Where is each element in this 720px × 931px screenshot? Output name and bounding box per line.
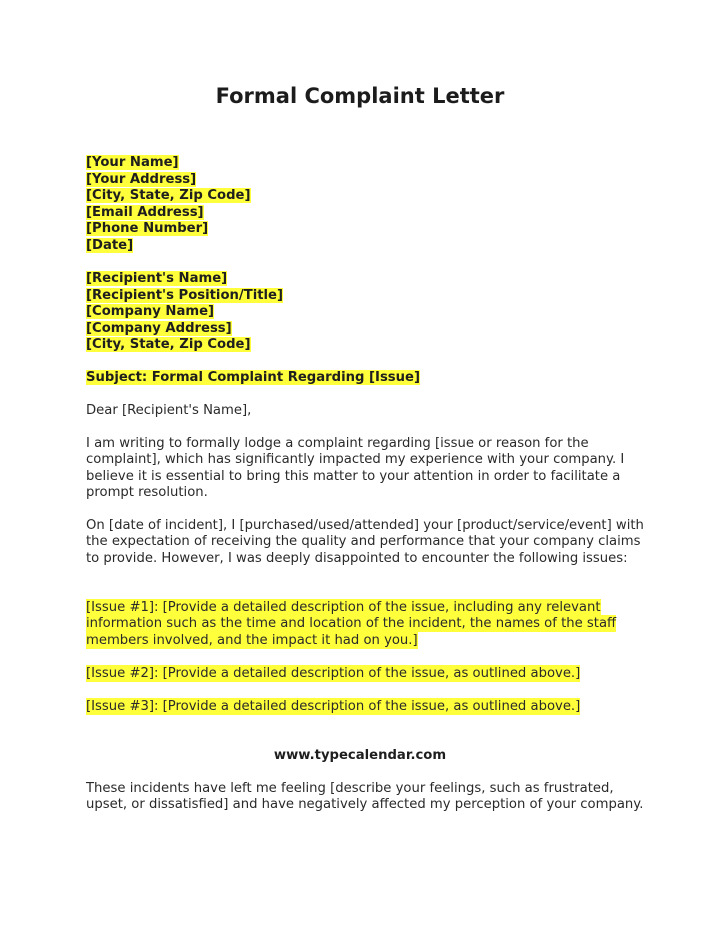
issue-1 [86,600,646,649]
sender-block [86,155,251,254]
body-paragraph-2: On [date of incident], I [purchased/used/attended] your [product/service/event] with the expectation of receiving the quality and performance that your company claims to provide. However, I was deeply disappointed to encounter the following issues: [86,518,644,566]
sender-city-state-zip: [City, State, Zip Code] [86,188,251,203]
subject-line [86,370,420,387]
issue-3-text: [Issue #3]: [Provide a detailed description of the issue, as outlined above.] [86,699,581,714]
issue-1-text: [Issue #1]: [Provide a detailed description of the issue, including any relevant information such as the time and location of the incident, the names of the staff members involved, and the impact it had on you.] [86,600,617,648]
recipient-block [86,271,283,354]
recipient-company: [Company Name] [86,304,215,319]
issue-3 [86,699,646,715]
sender-name: [Your Name] [86,155,179,170]
issue-2 [86,666,646,682]
body-paragraph-1: I am writing to formally lodge a complaint regarding [issue or reason for the complaint], which has significantly impacted my experience with your company. I believe it is essential to bring this matter to your attention in order to facilitate a prompt resolution. [86,436,625,501]
website-watermark: www.typecalendar.com [273,748,447,763]
document-title: Formal Complaint Letter [215,84,505,108]
sender-address: [Your Address] [86,171,197,187]
letter-date: [Date] [86,237,134,253]
subject-text: Subject: Formal Complaint Regarding [Issue] [86,370,421,385]
recipient-company-address: [Company Address] [86,320,232,336]
recipient-city-state-zip: [City, State, Zip Code] [86,337,251,352]
issue-2-text: [Issue #2]: [Provide a detailed description of the issue, as outlined above.] [86,666,581,681]
recipient-position: [Recipient's Position/Title] [86,287,284,303]
sender-email: [Email Address] [86,204,204,220]
body-paragraph-3: These incidents have left me feeling [describe your feelings, such as frustrated, upset, or dissatisfied] and have negatively affected my perception of your company. [86,781,644,813]
recipient-name: [Recipient's Name] [86,271,228,286]
sender-phone: [Phone Number] [86,221,209,236]
greeting: Dear [Recipient's Name], [86,403,252,418]
